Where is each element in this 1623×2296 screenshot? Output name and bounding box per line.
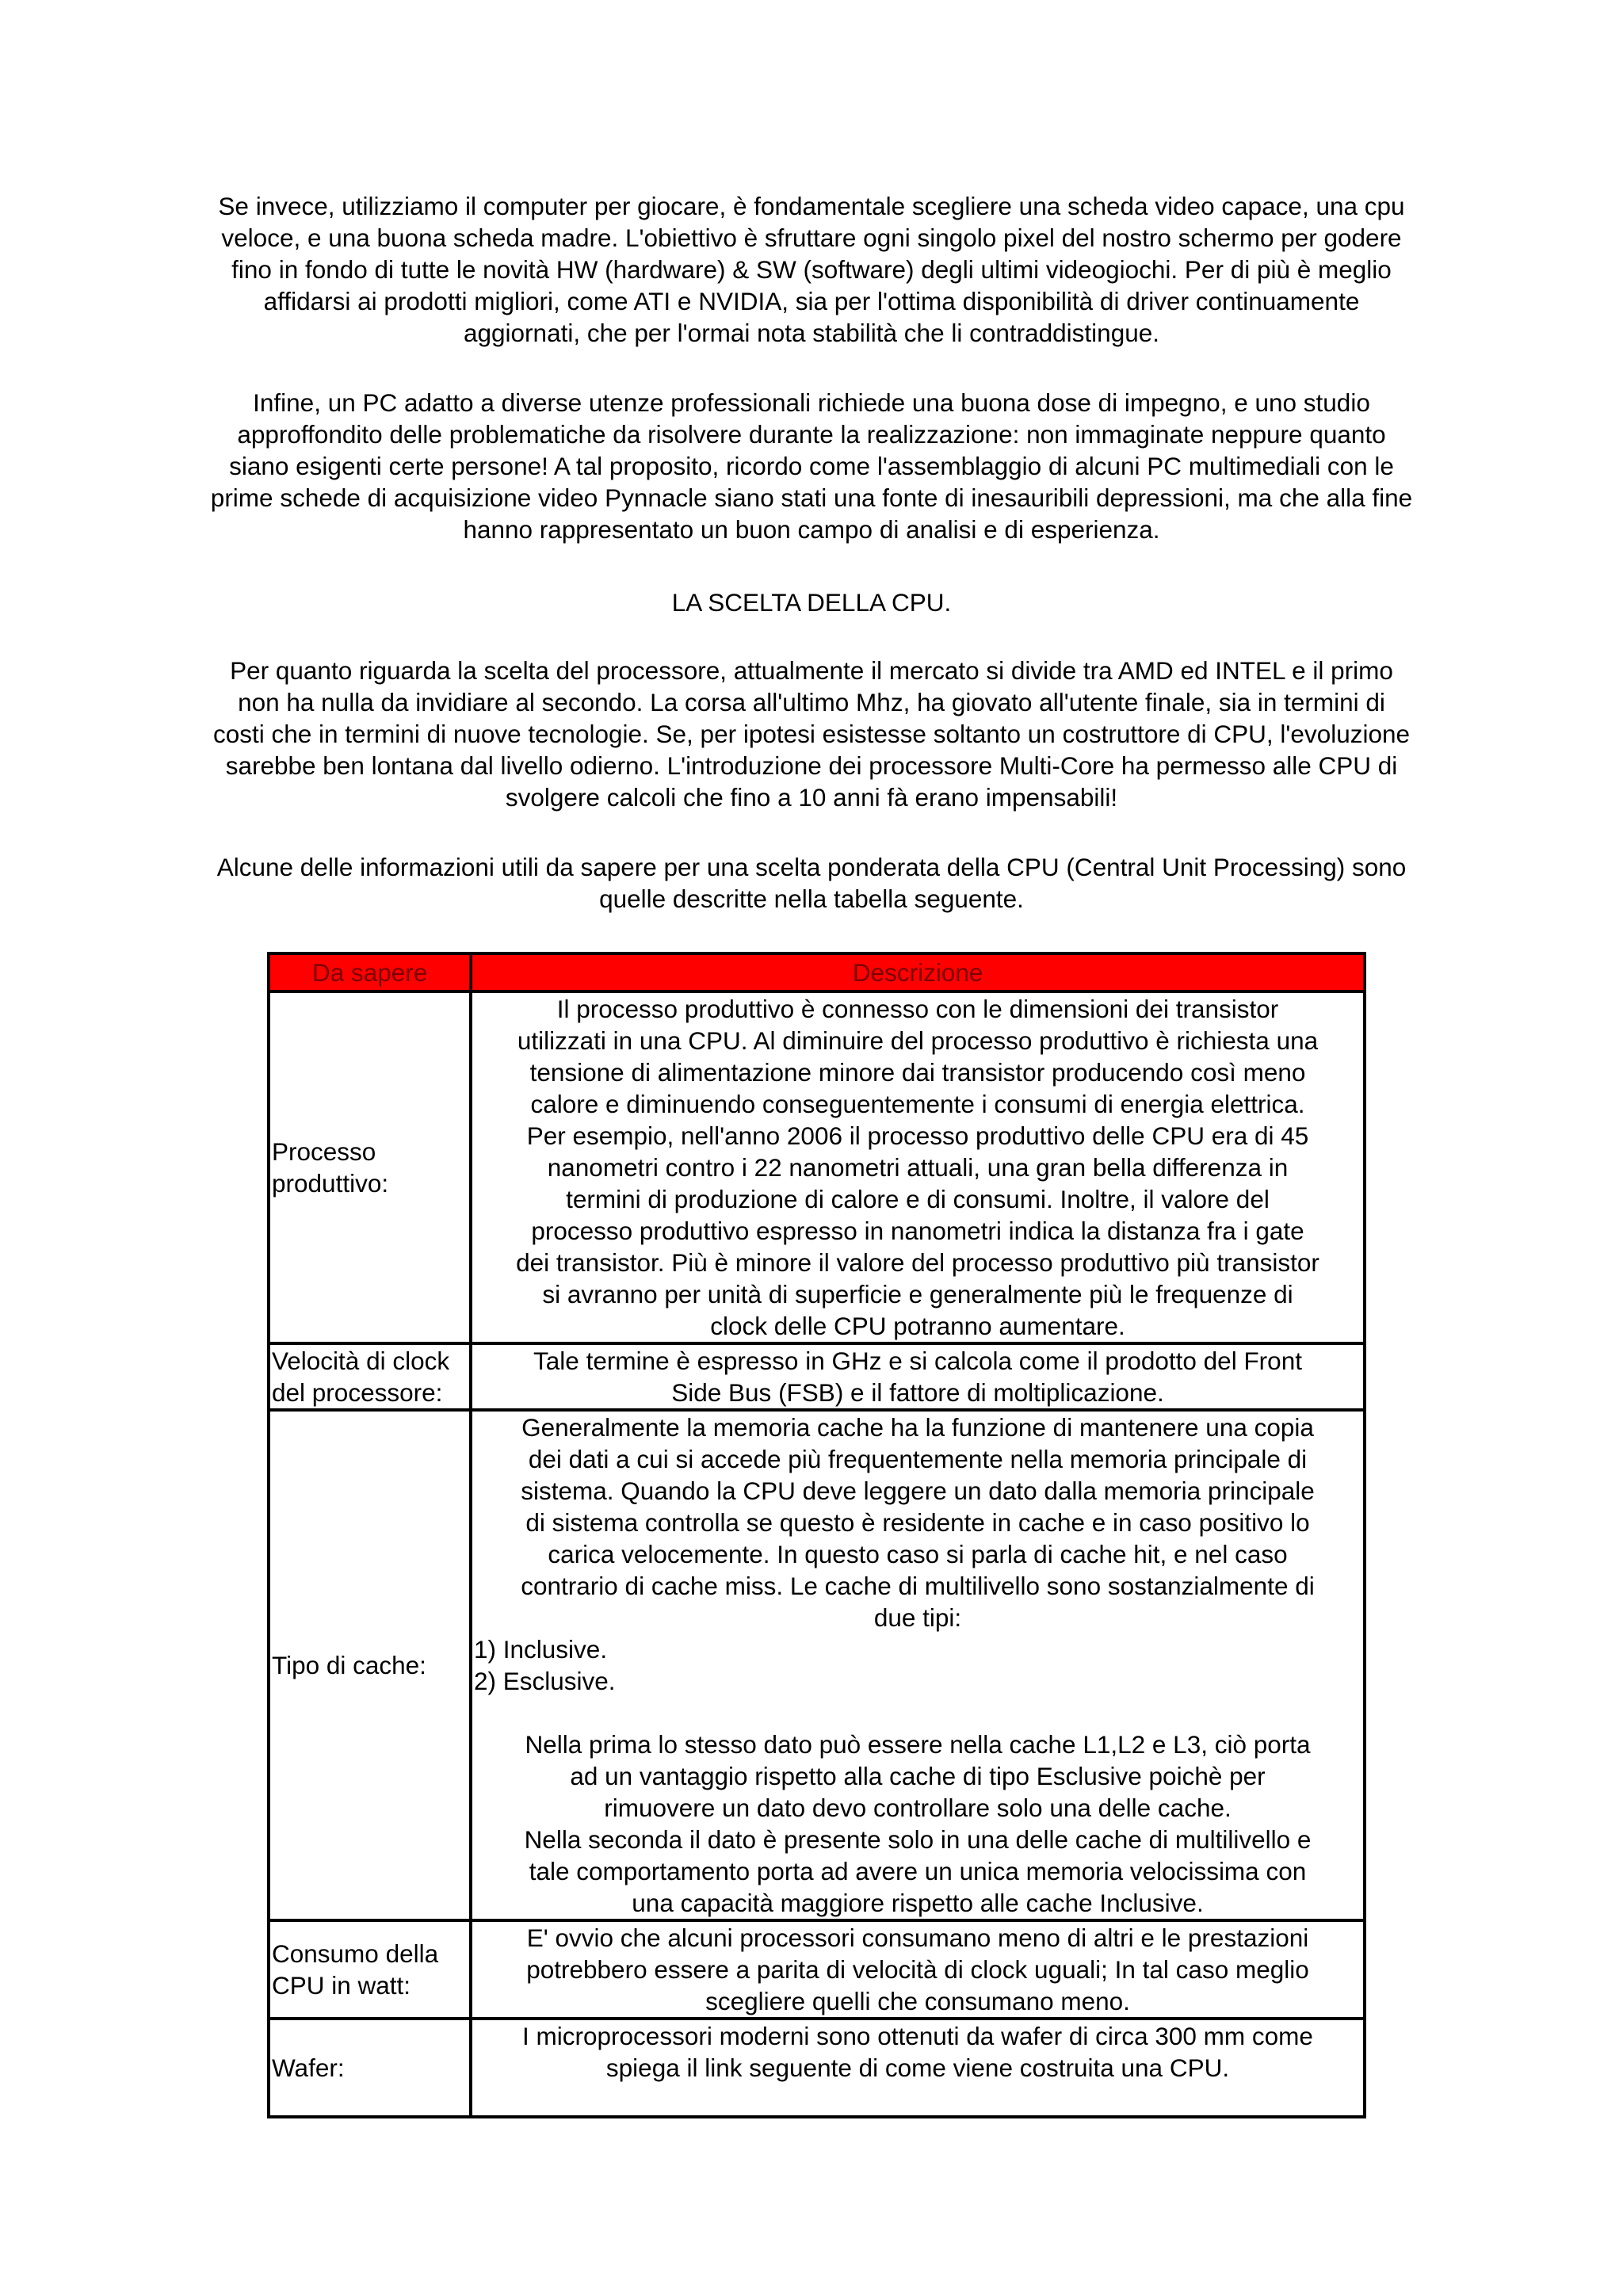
- description-line: Tale termine è espresso in GHz e si calcola come il prodotto del Front: [533, 1347, 1302, 1375]
- row-description-cell: [471, 1920, 1365, 2019]
- description-line: E' ovvio che alcuni processori consumano meno di altri e le prestazioni: [526, 1924, 1309, 1952]
- table-row: [269, 1343, 1365, 1410]
- description-line: 1) Inclusive.: [474, 1635, 608, 1664]
- text-line: affidarsi ai prodotti migliori, come ATI e NVIDIA, sia per l'ottima disponibilità di driver continuamente: [263, 287, 1360, 315]
- section-heading: LA SCELTA DELLA CPU.: [671, 588, 952, 617]
- text-line: Alcune delle informazioni utili da sapere per una scelta ponderata della CPU (Central Unit Processing) sono: [216, 853, 1407, 881]
- description-line: potrebbero essere a parita di velocità di clock uguali; In tal caso meglio: [526, 1955, 1309, 1984]
- description-line: Per esempio, nell'anno 2006 il processo produttivo delle CPU era di 45: [526, 1121, 1309, 1150]
- text-line: hanno rappresentato un buon campo di analisi e di esperienza.: [463, 515, 1160, 544]
- description-line: [474, 1697, 1361, 1729]
- row-description-cell: [471, 1410, 1365, 1920]
- description-line: scegliere quelli che consumano meno.: [705, 1987, 1130, 2015]
- text-line: Se invece, utilizziamo il computer per giocare, è fondamentale scegliere una scheda video capace, una cpu: [218, 192, 1405, 220]
- paragraph-professional: [151, 387, 1472, 545]
- text-line: prime schede di acquisizione video Pynnacle siano stati una fonte di inesauribili depressioni, ma che alla fine: [210, 483, 1413, 512]
- cpu-info-table: [267, 952, 1366, 2118]
- text-line: aggiornati, che per l'ormai nota stabilità che li contraddistingue.: [463, 319, 1160, 347]
- text-line: quelle descritte nella tabella seguente.: [599, 884, 1024, 913]
- table-row: [269, 991, 1365, 1343]
- description-line: una capacità maggiore rispetto alle cache Inclusive.: [632, 1889, 1204, 1917]
- text-line: siano esigenti certe persone! A tal proposito, ricordo come l'assemblaggio di alcuni PC multimediali con le: [229, 452, 1394, 480]
- description-line: sistema. Quando la CPU deve leggere un dato dalla memoria principale: [521, 1477, 1315, 1505]
- row-key-cell: Velocità di clock del processore:: [269, 1343, 471, 1410]
- paragraph-table-intro: [151, 851, 1472, 915]
- description-line: Il processo produttivo è connesso con le dimensioni dei transistor: [556, 995, 1279, 1023]
- text-line: veloce, e una buona scheda madre. L'obiettivo è sfruttare ogni singolo pixel del nostro schermo per godere: [221, 223, 1402, 252]
- table-row: [269, 2019, 1365, 2117]
- text-line: Per quanto riguarda la scelta del processore, attualmente il mercato si divide tra AMD ed INTEL e il primo: [230, 656, 1393, 685]
- text-line: sarebbe ben lontana dal livello odierno. L'introduzione dei processore Multi-Core ha permesso alle CPU di: [225, 751, 1398, 780]
- description-line: clock delle CPU potranno aumentare.: [710, 1312, 1125, 1340]
- description-line: rimuovere un dato devo controllare solo una delle cache.: [604, 1794, 1232, 1822]
- description-line: nanometri contro i 22 nanometri attuali, una gran bella differenza in: [547, 1153, 1289, 1182]
- description-line: dei transistor. Più è minore il valore del processo produttivo più transistor: [516, 1248, 1319, 1277]
- table-row: [269, 1410, 1365, 1920]
- description-line: Side Bus (FSB) e il fattore di moltiplicazione.: [671, 1378, 1164, 1407]
- description-line: Nella seconda il dato è presente solo in una delle cache di multilivello e: [524, 1825, 1312, 1854]
- table-row: [269, 1920, 1365, 2019]
- description-line: 2) Esclusive.: [474, 1667, 616, 1695]
- description-line: dei dati a cui si accede più frequentemente nella memoria principale di: [528, 1445, 1308, 1473]
- description-line: tale comportamento porta ad avere un unica memoria velocissima con: [529, 1857, 1307, 1885]
- row-key-cell: Wafer:: [269, 2019, 471, 2117]
- description-line: utilizzati in una CPU. Al diminuire del processo produttivo è richiesta una: [517, 1026, 1319, 1055]
- text-line: fino in fondo di tutte le novità HW (hardware) & SW (software) degli ultimi videogiochi. Per di più è meglio: [231, 255, 1392, 284]
- row-key-cell: Consumo della CPU in watt:: [269, 1920, 471, 2019]
- description-line: tensione di alimentazione minore dai transistor producendo così meno: [529, 1058, 1306, 1087]
- description-line: [474, 2084, 1361, 2115]
- paragraph-cpu-market: [151, 655, 1472, 813]
- text-line: costi che in termini di nuove tecnologie. Se, per ipotesi esistesse soltanto un costruttore di CPU, l'evoluzione: [212, 720, 1411, 748]
- description-line: carica velocemente. In questo caso si parla di cache hit, e nel caso: [548, 1540, 1288, 1568]
- description-line: ad un vantaggio rispetto alla cache di tipo Esclusive poichè per: [570, 1762, 1266, 1790]
- description-line: termini di produzione di calore e di consumi. Inoltre, il valore del: [566, 1185, 1270, 1213]
- description-line: Nella prima lo stesso dato può essere nella cache L1,L2 e L3, ciò porta: [525, 1730, 1311, 1759]
- row-key-cell: Tipo di cache:: [269, 1410, 471, 1920]
- description-line: due tipi:: [873, 1603, 962, 1632]
- description-line: calore e diminuendo conseguentemente i consumi di energia elettrica.: [530, 1090, 1305, 1118]
- description-line: di sistema controlla se questo è residente in cache e in caso positivo lo: [525, 1508, 1310, 1537]
- description-line: contrario di cache miss. Le cache di multilivello sono sostanzialmente di: [521, 1572, 1315, 1600]
- row-key-cell: Processo produttivo:: [269, 991, 471, 1343]
- header-da-sapere: Da sapere: [269, 953, 471, 991]
- row-description-cell: [471, 1343, 1365, 1410]
- text-line: svolgere calcoli che fino a 10 anni fà erano impensabili!: [505, 783, 1118, 812]
- paragraph-gaming: [151, 190, 1472, 349]
- text-line: Infine, un PC adatto a diverse utenze professionali richiede una buona dose di impegno, e uno studio: [253, 388, 1370, 417]
- table-header-row: [269, 953, 1365, 991]
- description-line: Generalmente la memoria cache ha la funzione di mantenere una copia: [521, 1413, 1314, 1442]
- description-line: I microprocessori moderni sono ottenuti da wafer di circa 300 mm come: [522, 2022, 1313, 2050]
- row-description-cell: [471, 991, 1365, 1343]
- header-descrizione: Descrizione: [471, 953, 1365, 991]
- description-line: spiega il link seguente di come viene costruita una CPU.: [605, 2053, 1230, 2082]
- description-line: processo produttivo espresso in nanometri indica la distanza fra i gate: [531, 1217, 1304, 1245]
- description-line: si avranno per unità di superficie e generalmente più le frequenze di: [542, 1280, 1293, 1308]
- text-line: approffondito delle problematiche da risolvere durante la realizzazione: non immaginate neppure quanto: [237, 420, 1386, 449]
- text-line: non ha nulla da invidiare al secondo. La corsa all'ultimo Mhz, ha giovato all'utente finale, sia in termini di: [238, 688, 1385, 716]
- row-description-cell: [471, 2019, 1365, 2117]
